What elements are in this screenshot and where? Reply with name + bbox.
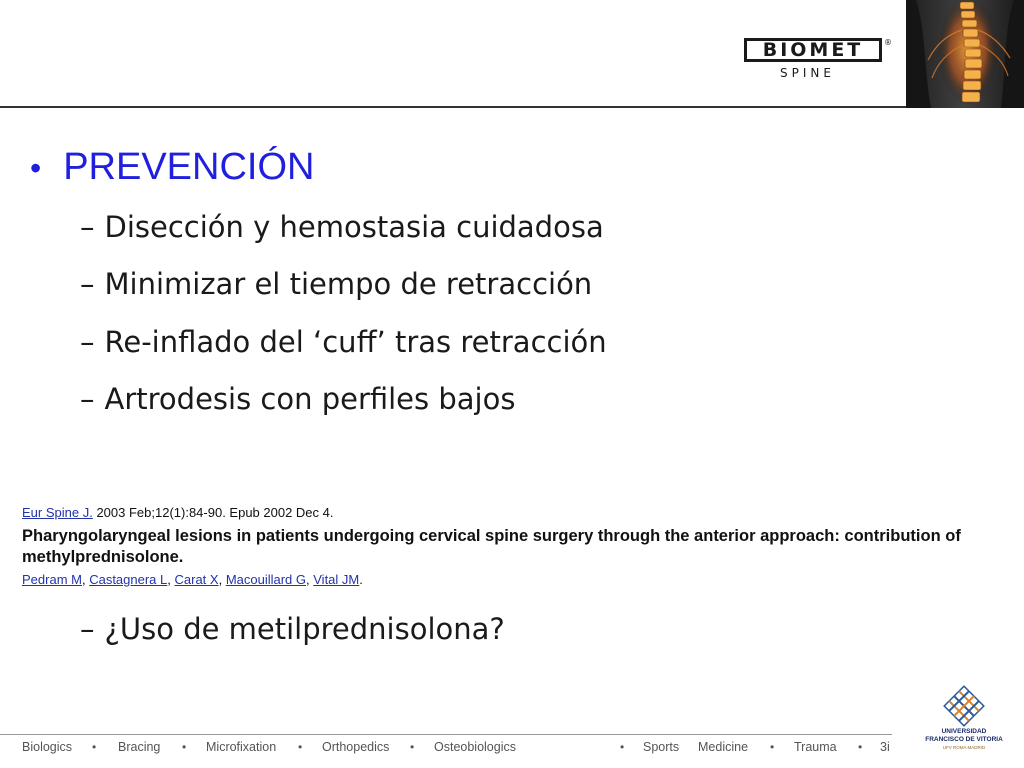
list-item-text: Re-inflado del ‘cuff’ tras retracción [104, 325, 607, 359]
main-bullet [30, 146, 314, 189]
footer-item: Biologics [22, 740, 73, 754]
logo-registered-mark: ® [884, 38, 892, 47]
author-link[interactable]: Carat X [174, 572, 219, 587]
dash-glyph: – [80, 267, 95, 301]
footer-item: Sports [643, 740, 680, 754]
bullet-glyph: • [30, 150, 42, 186]
citation-title: Pharyngolaryngeal lesions in patients undergoing cervical spine surgery through the anterior approach: contribution of methylprednisolone. [22, 527, 961, 566]
footer-item: Osteobiologics [434, 740, 516, 754]
footer-separator: • [298, 740, 303, 754]
list-item [80, 382, 515, 416]
list-item-text: Disección y hemostasia cuidadosa [104, 210, 604, 244]
ufv-logo [912, 684, 1016, 764]
header-divider [0, 106, 906, 108]
author-separator: , [81, 572, 90, 587]
slide-title: PREVENCIÓN [63, 146, 315, 188]
author-link[interactable]: Vital JM [313, 572, 360, 587]
logo-main-text: BIOMET [744, 38, 882, 62]
journal-details: 2003 Feb;12(1):84-90. Epub 2002 Dec 4. [92, 505, 334, 520]
footer-separator: • [182, 740, 187, 754]
citation-authors [22, 572, 1002, 587]
footer-item: 3i [880, 740, 890, 754]
author-separator: , [167, 572, 175, 587]
footer-item: Bracing [118, 740, 161, 754]
pubmed-citation [22, 505, 1002, 587]
footer-separator: • [410, 740, 415, 754]
dash-glyph: – [80, 210, 95, 244]
ufv-line2: FRANCISCO DE VITORIA [925, 736, 1003, 743]
footer-item: Medicine [698, 740, 749, 754]
author-separator: , [218, 572, 226, 587]
list-item [80, 325, 607, 359]
author-separator: , [306, 572, 314, 587]
footer-divider [0, 734, 892, 735]
biomet-spine-logo [744, 38, 894, 84]
list-item [80, 612, 505, 646]
author-link[interactable]: Pedram M [22, 572, 82, 587]
list-item-text: Minimizar el tiempo de retracción [104, 267, 593, 301]
logo-sub-text: SPINE [780, 66, 835, 80]
authors-end: . [359, 572, 363, 587]
footer-item: Orthopedics [322, 740, 390, 754]
list-item-text: Artrodesis con perfiles bajos [104, 382, 516, 416]
dash-glyph: – [80, 382, 95, 416]
list-item [80, 267, 592, 301]
author-link[interactable]: Castagnera L [89, 572, 168, 587]
author-link[interactable]: Macouillard G [225, 572, 307, 587]
spine-illustration-icon [906, 0, 1024, 108]
footer-separator: • [770, 740, 775, 754]
list-item [80, 210, 604, 244]
footer-item: Trauma [794, 740, 837, 754]
dash-glyph: – [80, 325, 95, 359]
footer-item: Microfixation [206, 740, 277, 754]
footer-separator: • [858, 740, 863, 754]
list-item-text: ¿Uso de metilprednisolona? [104, 612, 505, 646]
dash-glyph: – [80, 612, 95, 646]
journal-link[interactable]: Eur Spine J. [22, 505, 93, 520]
ufv-line1: UNIVERSIDAD [941, 728, 987, 735]
citation-journal-line [22, 505, 1002, 520]
footer-separator: • [92, 740, 97, 754]
ufv-line3: UFV ROMA MADRID [942, 745, 986, 750]
ufv-emblem-icon [912, 684, 1016, 728]
footer-separator: • [620, 740, 625, 754]
footer-bar [0, 740, 900, 756]
spine-image [906, 0, 1024, 108]
